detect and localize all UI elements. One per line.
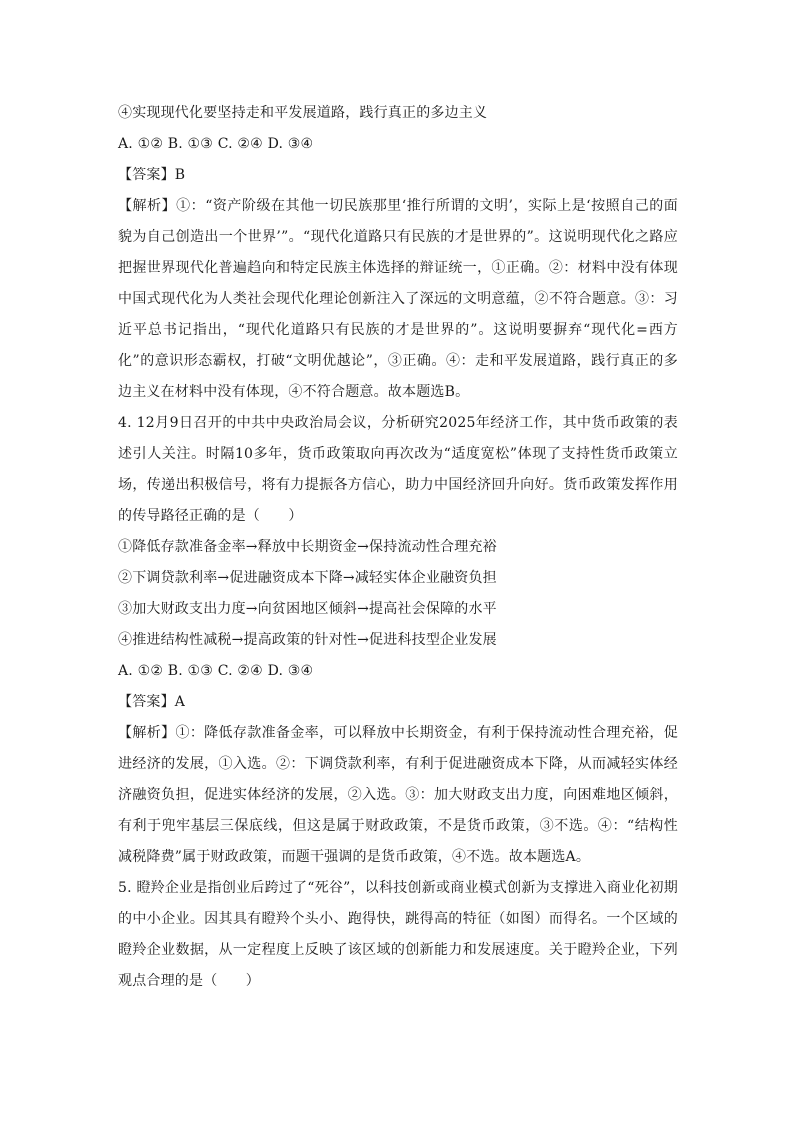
q4-option-3: ③加大财政支出力度→向贫困地区倾斜→提高社会保障的水平	[118, 601, 497, 617]
q4-option-1: ①降低存款准备金率→释放中长期资金→保持流动性合理充裕	[118, 539, 497, 555]
q3-option-4: ④实现现代化要坚持走和平发展道路，践行真正的多边主义	[118, 105, 488, 121]
q4-option-2: ②下调贷款利率→促进融资成本下降→减轻实体企业融资负担	[118, 570, 497, 586]
q4-choices: A. ①② B. ①③ C. ②④ D. ③④	[118, 663, 314, 679]
q4-option-4: ④推进结构性减税→提高政策的针对性→促进科技型企业发展	[118, 632, 497, 648]
q3-choices: A. ①② B. ①③ C. ②④ D. ③④	[118, 136, 314, 152]
document-page	[118, 98, 678, 997]
q5-stem: 5. 瞪羚企业是指创业后跨过了“死谷”，以科技创新或商业模式创新为支撑进入商业化初期的中小企业。因其具有瞪羚个头小、跑得快，跳得高的特征（如图）而得名。一个区域的瞪羚企业数据，从一定程度上反映了该区域的创新能力和发展速度。关于瞪羚企业，下列观点合理的是（ ）	[118, 880, 678, 989]
q3-answer: 【答案】B	[118, 167, 186, 183]
q4-stem: 4. 12月9日召开的中共中央政治局会议，分析研究2025年经济工作，其中货币政策的表述引人关注。时隔10多年，货币政策取向再次改为“适度宽松”体现了支持性货币政策立场，传递出积极信号，将有力提振各方信心，助力中国经济回升向好。货币政策发挥作用的传导路径正确的是（ ）	[118, 415, 678, 524]
q4-answer: 【答案】A	[118, 694, 186, 710]
q4-analysis: 【解析】①：降低存款准备金率，可以释放中长期资金，有利于保持流动性合理充裕，促进经济的发展，①入选。②：下调贷款利率，有利于促进融资成本下降，从而减轻实体经济融资负担，促进实体经济的发展，②入选。③：加大财政支出力度，向困难地区倾斜，有利于兜牢基层三保底线，但这是属于财政政策，不是货币政策，③不选。④：“结构性减税降费”属于财政政策，而题干强调的是货币政策，④不选。故本题选A。	[118, 725, 678, 865]
q3-analysis: 【解析】①：“资产阶级在其他一切民族那里‘推行所谓的文明’，实际上是‘按照自己的面貌为自己创造出一个世界’”。“现代化道路只有民族的才是世界的”。这说明现代化之路应把握世界现代化普遍趋向和特定民族主体选择的辩证统一，①正确。②：材料中没有体现中国式现代化为人类社会现代化理论创新注入了深远的文明意蕴，②不符合题意。③：习近平总书记指出，“现代化道路只有民族的才是世界的”。这说明要摒弃“现代化=西方化”的意识形态霸权，打破“文明优越论”，③正确。④：走和平发展道路，践行真正的多边主义在材料中没有体现，④不符合题意。故本题选B。	[118, 198, 678, 400]
